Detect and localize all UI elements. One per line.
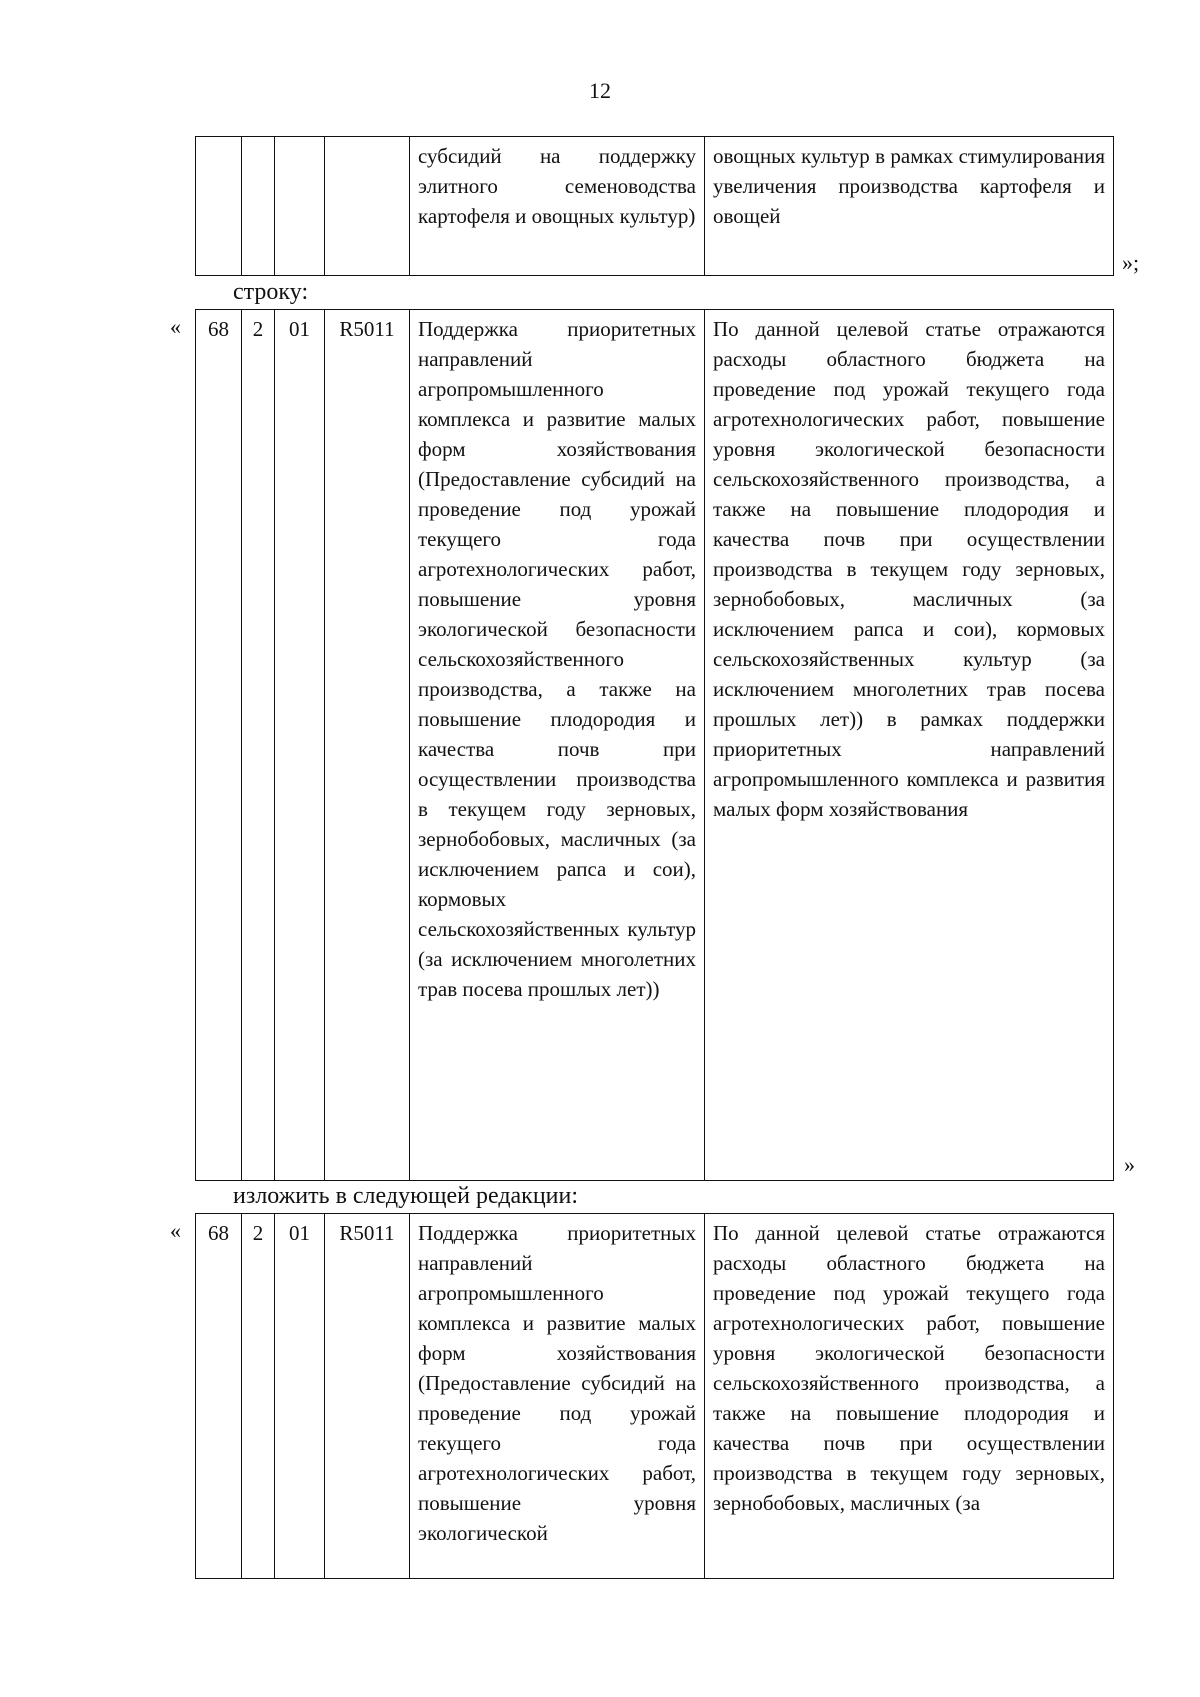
heading-stroku: строку: xyxy=(233,279,309,305)
code-cell-1: 68 xyxy=(196,310,242,1181)
table-new-row xyxy=(195,1213,1114,1579)
code-cell-4: R5011 xyxy=(325,310,410,1181)
code-cell-3: 01 xyxy=(275,310,325,1181)
heading-new-edition: изложить в следующей редакции: xyxy=(233,1183,579,1209)
code-cell-3: 01 xyxy=(275,1214,325,1579)
name-cell: Поддержка приоритетных направлений агропромышленного комплекса и развитие малых форм хозяйствования (Предоставление субсидий на проведение под урожай текущего года агротехнологических работ, повышение уровня экологической безопасности сельскохозяйственного производства, а также на повышение плодородия и качества почв при осуществлении производства в текущем году зерновых, зернобобовых, масличных (за исключением рапса и сои), кормовых сельскохозяйственных культур (за исключением многолетних трав посева прошлых лет)) xyxy=(410,310,705,1181)
page-number: 12 xyxy=(589,78,611,103)
table-row xyxy=(196,1214,1114,1579)
description-cell: По данной целевой статье отражаются расходы областного бюджета на проведение под урожай текущего года агротехнологических работ, повышение уровня экологической безопасности сельскохозяйственного производства, а также на повышение плодородия и качества почв при осуществлении производства в текущем году зерновых, зернобобовых, масличных (за исключением рапса и сои), кормовых сельскохозяйственных культур (за исключением многолетних трав посева прошлых лет)) в рамках поддержки приоритетных направлений агропромышленного комплекса и развития малых форм хозяйствования xyxy=(705,310,1114,1181)
code-cell-2 xyxy=(242,137,275,276)
code-cell-3 xyxy=(275,137,325,276)
description-cell: По данной целевой статье отражаются расходы областного бюджета на проведение под урожай текущего года агротехнологических работ, повышение уровня экологической безопасности сельскохозяйственного производства, а также на повышение плодородия и качества почв при осуществлении производства в текущем году зерновых, зернобобовых, масличных (за xyxy=(705,1214,1114,1579)
table-row xyxy=(196,137,1114,276)
closing-quote: » xyxy=(1124,1152,1135,1177)
table-continuation xyxy=(195,136,1114,276)
code-cell-4: R5011 xyxy=(325,1214,410,1579)
name-cell: Поддержка приоритетных направлений агропромышленного комплекса и развитие малых форм хозяйствования (Предоставление субсидий на проведение под урожай текущего года агротехнологических работ, повышение уровня экологической xyxy=(410,1214,705,1579)
code-cell-1: 68 xyxy=(196,1214,242,1579)
opening-quote: « xyxy=(170,1218,181,1243)
table-old-row xyxy=(195,309,1114,1181)
code-cell-2: 2 xyxy=(242,1214,275,1579)
table-row xyxy=(196,310,1114,1181)
closing-quote: »; xyxy=(1122,250,1140,275)
code-cell-2: 2 xyxy=(242,310,275,1181)
name-cell: субсидий на поддержку элитного семеноводства картофеля и овощных культур) xyxy=(410,137,705,276)
code-cell-4 xyxy=(325,137,410,276)
opening-quote: « xyxy=(170,314,181,339)
description-cell: овощных культур в рамках стимулирования увеличения производства картофеля и овощей xyxy=(705,137,1114,276)
code-cell-1 xyxy=(196,137,242,276)
